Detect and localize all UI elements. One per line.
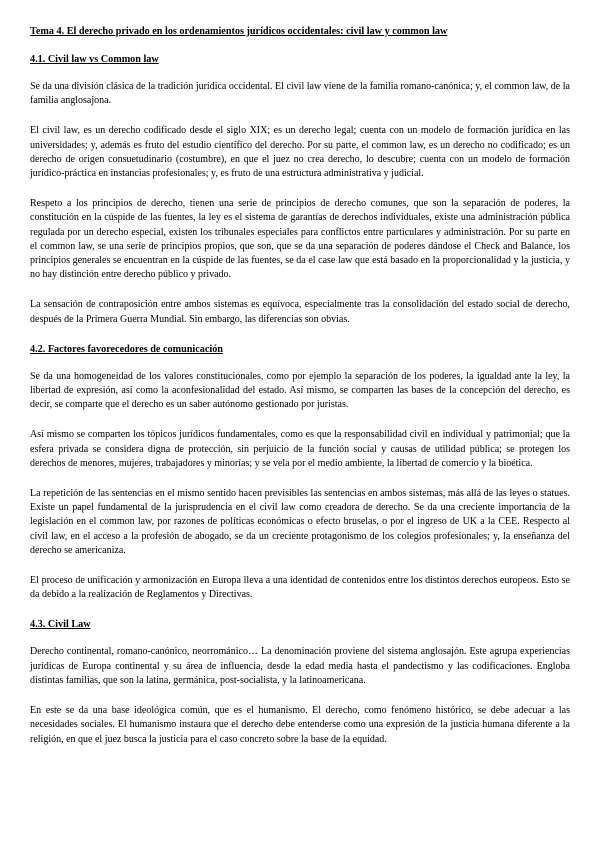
document-title: Tema 4. El derecho privado en los ordenamientos jurídicos occidentales: civil law y common law <box>30 26 448 37</box>
section-heading: 4.1. Civil law vs Common law <box>30 54 159 65</box>
section-heading: 4.2. Factores favorecedores de comunicación <box>30 343 223 355</box>
paragraph: La repetición de las sentencias en el mismo sentido hacen previsibles las sentencias en ambos sistemas, más allá de las leyes o statues. Existe un papel fundamental de la jurisprudencia en el civil law como creadora de derecho. Se da una creciente importancia de la legislación en el common law, por razones de políticas económicas o efecto bruselas, o por el ingreso de UK a la CEE. Respecto al civil law, en el acceso a la profesión de abogado, se da un creciente protagonismo de los colegios profesionales; y, la enseñanza del derecho se americaniza. <box>30 488 570 556</box>
section-civil-law <box>30 618 570 746</box>
section-heading: 4.3. Civil Law <box>30 619 91 631</box>
paragraph: Se da una división clásica de la tradición jurídica occidental. El civil law viene de la familia romano-canónica; y, el common law, de la familia anglosajona. <box>30 81 570 107</box>
paragraph: El civil law, es un derecho codificado desde el siglo XIX; es un derecho legal; cuenta con un modelo de formación jurídica en las universidades; y, además es fruto del estudio científico del derecho. Por su parte, el common law, es un derecho no codificado; es un derecho de origen consuetudinario (costumbre), en que el juez no crea derecho, lo descubre; cuenta con un modelo de formación jurídico-práctica en instancias profesionales; y, es fruto de una estructura administrativa y judicial. <box>30 125 570 180</box>
paragraph: Se da una homogeneidad de los valores constitucionales, como por ejemplo la separación de los poderes, la igualdad ante la ley, la libertad de expresión, así como la aconfesionalidad del estado. Así mismo, se comparten las bases de la concepción del derecho, es decir, se comparte que el derecho es un saber autónomo gestionado por juristas. <box>30 370 570 411</box>
paragraph: La sensación de contraposición entre ambos sistemas es equívoca, especialmente tras la consolidación del estado social de derecho, después de la Primera Guerra Mundial. Sin embargo, las diferencias son obvias. <box>30 299 570 325</box>
paragraph: El proceso de unificación y armonización en Europa lleva a una identidad de contenidos entre los distintos derechos europeos. Esto se da debido a la realización de Reglamentos y Directivas. <box>30 575 570 601</box>
paragraph: Respeto a los principios de derecho, tienen una serie de principios de derecho comunes, que son la separación de poderes, la constitución en la cúspide de las fuentes, la ley es el sistema de garantías de derechos individuales, existe una administración pública regulada por un derecho especial, existen los tribunales especiales para conflictos entre particulares y administración. Por su parte en el common law, se una serie de principios propios, que son, que se da una separación de poderes dándose el Check and Balance, los principios generales se encuentran en la cúspide de las fuentes, se da el case law que está basado en la proporcionalidad y la justicia, y no hay distinción entre derecho público y privado. <box>30 198 570 281</box>
section-factores-comunicacion <box>30 343 570 603</box>
paragraph: En este se da una base ideológica común, que es el humanismo. El derecho, como fenómeno histórico, se debe adecuar a las necesidades sociales. El humanismo instaura que el derecho debe entenderse como una expresión de la justicia humana diferente a la religión, en que el juez busca la justicia para el caso concreto sobre la base de la equidad. <box>30 705 570 745</box>
section-civil-law-vs-common-law <box>30 53 570 327</box>
paragraph: Derecho continental, romano-canónico, neorrománico… La denominación proviene del sistema anglosajón. Este agrupa experiencias jurídicas de Europa continental y su área de influencia, desde la edad media hasta el pandectismo y las codificaciones. Engloba distintas familias, que son la latina, germánica, post-socialista, y la latinoamericana. <box>30 646 570 686</box>
paragraph: Así mismo se comparten los tópicos jurídicos fundamentales, como es que la responsabilidad civil en individual y patrimonial; que la esfera privada se considera digna de protección, sin perjuicio de la función social y causas de utilidad pública; se protegen los derechos de menores, mujeres, trabajadores y minorías; y se vela por el medio ambiente, la libertad de comercio y la bioética. <box>30 429 570 469</box>
